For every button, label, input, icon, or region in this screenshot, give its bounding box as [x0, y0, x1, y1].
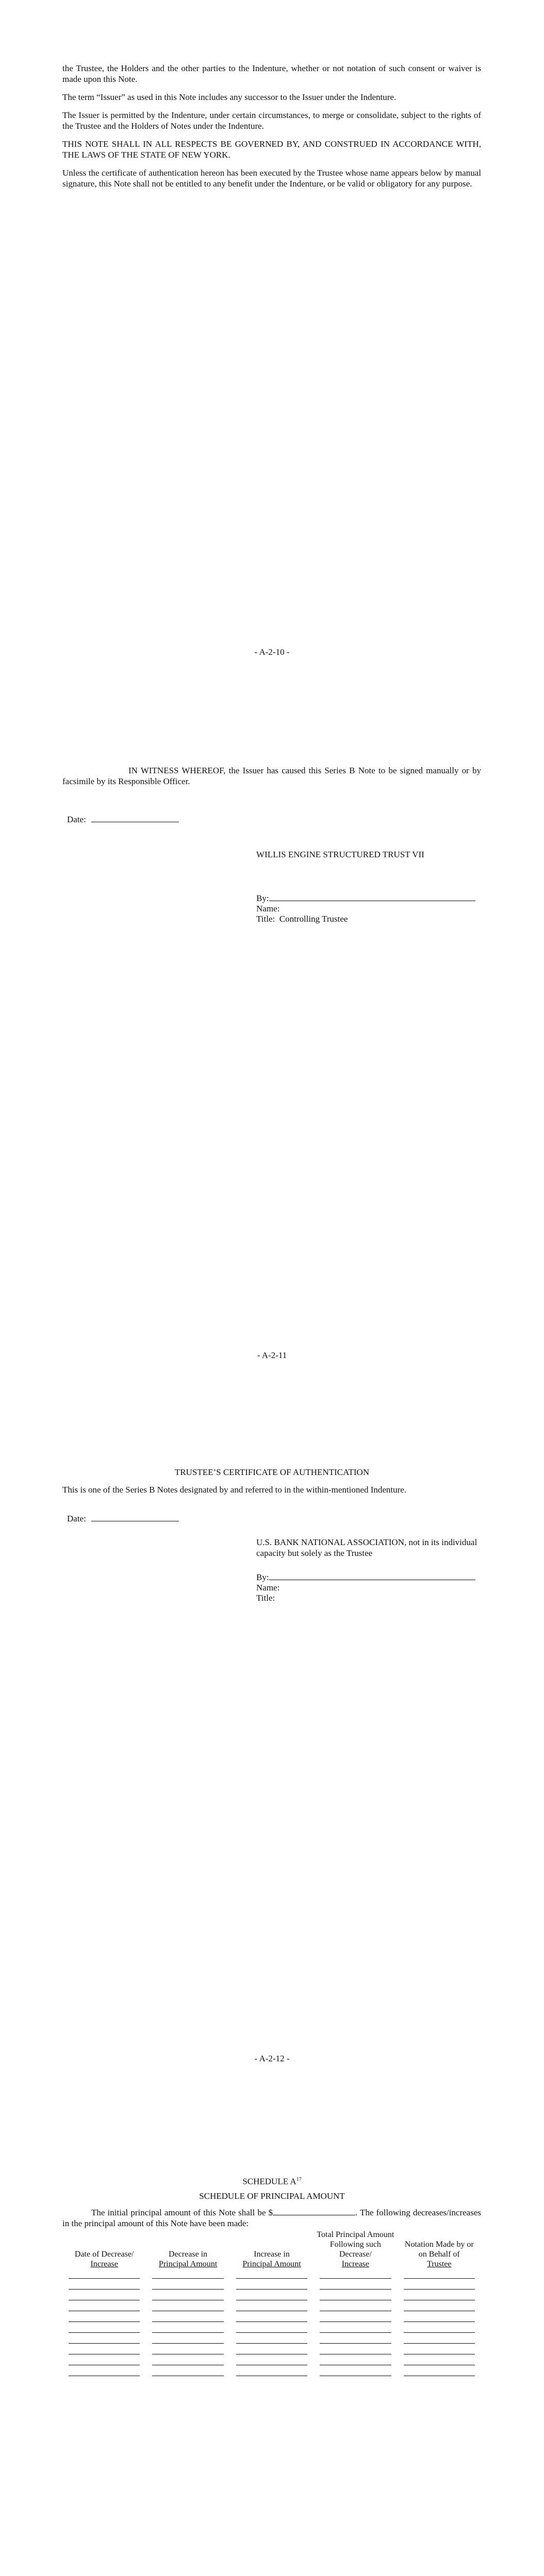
blank-cell [62, 2280, 146, 2291]
schedule-title-text: SCHEDULE A [242, 2176, 296, 2187]
blank-cell [230, 2334, 314, 2345]
column-header-date [62, 2230, 146, 2269]
blank-cell [398, 2345, 481, 2355]
blank-cell [230, 2355, 314, 2366]
blank-line [320, 2292, 391, 2300]
by-line [256, 893, 475, 904]
column-header-underlined: Principal Amount [242, 2260, 301, 2268]
blank-cell [230, 2312, 314, 2323]
blank-cell [314, 2269, 397, 2280]
blank-cell [146, 2323, 229, 2334]
signature-blank [269, 893, 475, 901]
schedule-title [0, 2174, 544, 2187]
blank-line [152, 2335, 223, 2344]
issuer-name: WILLIS ENGINE STRUCTURED TRUST VII [256, 850, 424, 859]
blank-cell [314, 2355, 397, 2366]
table-row [62, 2312, 481, 2323]
by-label: By: [256, 1572, 269, 1582]
blank-cell [146, 2280, 229, 2291]
blank-line [236, 2292, 307, 2300]
schedule-intro [62, 2207, 481, 2229]
blank-cell [398, 2301, 481, 2312]
blank-cell [62, 2366, 146, 2377]
intro-text-2: . The following decreases/increases in the principal amount of this Note have been made: [62, 2208, 481, 2228]
blank-line [320, 2303, 391, 2311]
table-row [62, 2280, 481, 2291]
page-number: - A-2-11 [257, 1350, 287, 1360]
blank-line [69, 2292, 140, 2300]
table-row [62, 2334, 481, 2345]
blank-cell [62, 2269, 146, 2280]
blank-cell [146, 2355, 229, 2366]
blank-cell [146, 2366, 229, 2377]
paragraph-merge-consolidate: The Issuer is permitted by the Indenture, under certain circumstances, to merge or consolidate, subject to the rights of the Trustee and the Holders of Notes under the Indenture. [62, 110, 481, 131]
blank-cell [230, 2269, 314, 2280]
blank-line [152, 2314, 223, 2322]
column-header-increase [230, 2230, 314, 2269]
page-a-2-13 [0, 2110, 544, 2576]
table-row [62, 2345, 481, 2355]
blank-cell [230, 2345, 314, 2355]
blank-line [69, 2281, 140, 2290]
blank-cell [398, 2323, 481, 2334]
blank-cell [314, 2291, 397, 2301]
principal-amount-table [62, 2230, 481, 2377]
paragraph-issuer-term: The term “Issuer” as used in this Note includes any successor to the Issuer under the Indenture. [62, 92, 397, 102]
intro-text-1: The initial principal amount of this Note shall be $ [91, 2208, 273, 2217]
title-line [256, 913, 348, 924]
name-label: Name: [256, 1583, 280, 1592]
blank-line [320, 2357, 391, 2365]
blank-line [236, 2335, 307, 2344]
blank-cell [62, 2345, 146, 2355]
page-a-2-11 [0, 703, 544, 1406]
blank-line [404, 2325, 475, 2333]
blank-line [236, 2325, 307, 2333]
date-line [67, 814, 179, 825]
date-label: Date: [67, 1514, 86, 1523]
blank-cell [62, 2301, 146, 2312]
blank-line [236, 2281, 307, 2290]
initial-amount-blank [273, 2207, 355, 2215]
name-label: Name: [256, 904, 280, 913]
blank-cell [230, 2366, 314, 2377]
certificate-heading: TRUSTEE’S CERTIFICATE OF AUTHENTICATION [174, 1467, 370, 1477]
blank-cell [314, 2334, 397, 2345]
table-row [62, 2355, 481, 2366]
title-label: Title: [256, 1593, 275, 1603]
page-number: - A-2-10 - [254, 647, 290, 657]
blank-line [152, 2357, 223, 2365]
blank-line [69, 2335, 140, 2344]
certificate-statement: This is one of the Series B Notes designated by and referred to in the within-mentioned Indenture. [62, 1485, 407, 1495]
blank-line [236, 2368, 307, 2376]
blank-line [152, 2303, 223, 2311]
blank-line [152, 2325, 223, 2333]
table-row [62, 2301, 481, 2312]
column-header-text: Increase in [254, 2250, 290, 2259]
table-header-row [62, 2230, 481, 2269]
column-header-text: Notation Made by or on Behalf of [404, 2240, 474, 2259]
blank-line [152, 2368, 223, 2376]
blank-line [320, 2368, 391, 2376]
blank-line [236, 2303, 307, 2311]
blank-line [320, 2325, 391, 2333]
page-a-2-12 [0, 1406, 544, 2110]
by-label: By: [256, 893, 269, 903]
date-label: Date: [67, 815, 86, 824]
column-header-notation [398, 2230, 481, 2269]
blank-line [69, 2368, 140, 2376]
blank-line [69, 2325, 140, 2333]
blank-cell [314, 2345, 397, 2355]
blank-line [152, 2270, 223, 2279]
blank-line [236, 2346, 307, 2354]
blank-cell [314, 2301, 397, 2312]
blank-cell [146, 2312, 229, 2323]
blank-line [152, 2346, 223, 2354]
page-a-2-10 [0, 0, 544, 703]
column-header-text: Date of Decrease/ [74, 2250, 134, 2259]
trustee-name: U.S. BANK NATIONAL ASSOCIATION, not in its individual capacity but solely as the Trustee [256, 1537, 477, 1558]
blank-line [404, 2270, 475, 2279]
blank-line [404, 2303, 475, 2311]
table-row [62, 2366, 481, 2377]
blank-line [320, 2281, 391, 2290]
column-header-text: Total Principal Amount Following such Decrease/ [317, 2230, 394, 2259]
blank-cell [146, 2334, 229, 2345]
date-line [67, 1513, 179, 1524]
by-line [256, 1572, 475, 1583]
blank-line [320, 2335, 391, 2344]
blank-cell [146, 2345, 229, 2355]
blank-line [404, 2368, 475, 2376]
blank-cell [398, 2334, 481, 2345]
blank-line [69, 2303, 140, 2311]
blank-line [236, 2357, 307, 2365]
blank-cell [230, 2323, 314, 2334]
blank-cell [398, 2312, 481, 2323]
blank-cell [314, 2312, 397, 2323]
blank-line [404, 2292, 475, 2300]
blank-line [69, 2314, 140, 2322]
witness-paragraph: IN WITNESS WHEREOF, the Issuer has caused this Series B Note to be signed manually or by facsimile by its Responsible Officer. [62, 766, 481, 786]
blank-cell [314, 2323, 397, 2334]
blank-line [69, 2346, 140, 2354]
blank-line [320, 2314, 391, 2322]
column-header-text: Decrease in [169, 2250, 208, 2259]
blank-cell [230, 2301, 314, 2312]
table-row [62, 2323, 481, 2334]
column-header-underlined: Increase [341, 2260, 370, 2268]
date-blank [91, 1513, 179, 1521]
blank-cell [230, 2291, 314, 2301]
blank-cell [314, 2366, 397, 2377]
blank-cell [62, 2355, 146, 2366]
blank-line [236, 2314, 307, 2322]
blank-line [152, 2292, 223, 2300]
column-header-underlined: Increase [90, 2260, 118, 2268]
blank-line [320, 2270, 391, 2279]
blank-cell [62, 2312, 146, 2323]
column-header-decrease [146, 2230, 229, 2269]
date-blank [91, 814, 179, 822]
title-value: Controlling Trustee [279, 914, 348, 924]
table-row [62, 2291, 481, 2301]
paragraph-authentication: Unless the certificate of authentication hereon has been executed by the Trustee whose name appears below by manual signature, this Note shall not be entitled to any benefit under the Indenture, or be valid or obligatory for any purpose. [62, 168, 481, 189]
column-header-underlined: Principal Amount [158, 2260, 218, 2268]
blank-line [320, 2346, 391, 2354]
column-header-total [314, 2230, 397, 2269]
blank-line [404, 2346, 475, 2354]
blank-cell [314, 2280, 397, 2291]
blank-cell [146, 2291, 229, 2301]
blank-cell [398, 2355, 481, 2366]
page-number: - A-2-12 - [254, 2054, 290, 2063]
blank-line [404, 2357, 475, 2365]
blank-cell [230, 2280, 314, 2291]
footnote-reference: 17 [296, 2177, 302, 2182]
blank-cell [62, 2334, 146, 2345]
paragraph-consent-waiver: the Trustee, the Holders and the other parties to the Indenture, whether or not notation of such consent or waiver is made upon this Note. [62, 63, 481, 84]
blank-line [404, 2335, 475, 2344]
blank-cell [398, 2366, 481, 2377]
blank-line [69, 2357, 140, 2365]
table-body [62, 2269, 481, 2377]
blank-line [404, 2281, 475, 2290]
blank-cell [62, 2323, 146, 2334]
blank-cell [62, 2291, 146, 2301]
blank-cell [146, 2269, 229, 2280]
column-header-underlined: Trustee [427, 2260, 452, 2268]
signature-blank [269, 1572, 475, 1580]
blank-cell [398, 2269, 481, 2280]
title-label: Title: [256, 914, 275, 924]
blank-cell [398, 2291, 481, 2301]
blank-line [152, 2281, 223, 2290]
page1-body [62, 63, 481, 196]
blank-cell [146, 2301, 229, 2312]
blank-line [404, 2314, 475, 2322]
paragraph-governing-law: THIS NOTE SHALL IN ALL RESPECTS BE GOVERNED BY, AND CONSTRUED IN ACCORDANCE WITH, THE LAWS OF THE STATE OF NEW YORK. [62, 139, 481, 160]
blank-cell [398, 2280, 481, 2291]
table-row [62, 2269, 481, 2280]
blank-line [236, 2270, 307, 2279]
schedule-subtitle: SCHEDULE OF PRINCIPAL AMOUNT [199, 2191, 345, 2201]
blank-line [69, 2270, 140, 2279]
